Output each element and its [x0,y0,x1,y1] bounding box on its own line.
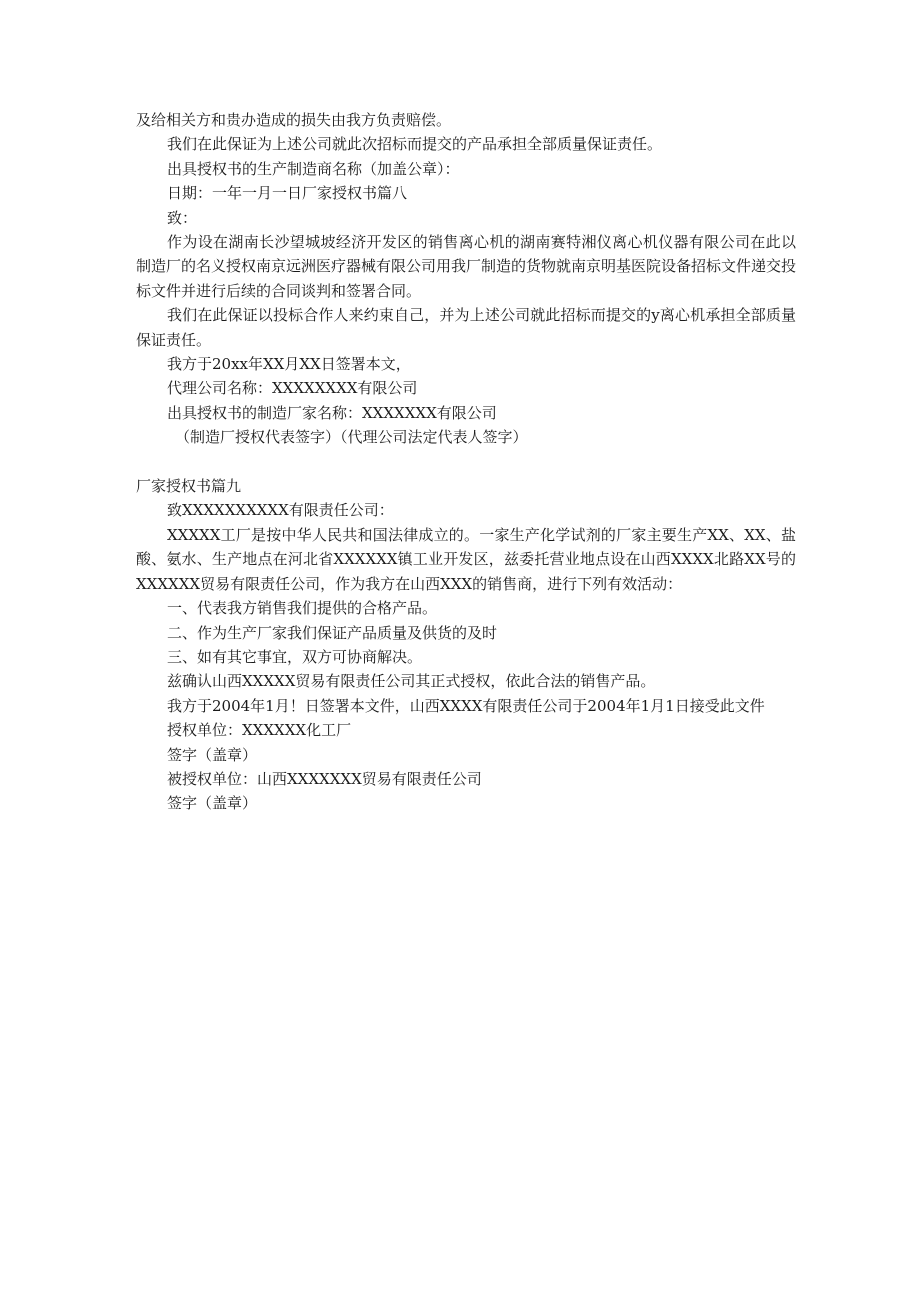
blank-line [136,450,796,474]
signature-line: 签字（盖章） [167,745,258,764]
text-line: 日期：一年一月一日厂家授权书篇八 [167,184,408,203]
text-line: 兹确认山西XXXXX贸易有限责任公司其正式授权，依此合法的销售产品。 [167,672,656,691]
text-line: 我们在此保证为上述公司就此次招标而提交的产品承担全部质量保证责任。 [167,135,663,154]
text-line: 出具授权书的制造厂家名称：XXXXXXX有限公司 [167,403,497,422]
signature-line: 签字（盖章） [167,794,258,813]
grantor-line: 授权单位：XXXXXX化工厂 [167,721,352,740]
paragraph: XXXXX工厂是按中华人民共和国法律成立的。一家生产化学试剂的厂家主要生产XX、XX、盐酸、氨水、生产地点在河北省XXXXXX镇工业开发区，兹委托营业地点设在山西XXXX北路XX号的XXXXXX贸易有限责任公司，作为我方在山西XXX的销售商，进行下列有效活动： [136,525,796,593]
list-item: 三、如有其它事宜，双方可协商解决。 [167,647,423,666]
grantee-line: 被授权单位：山西XXXXXXX贸易有限责任公司 [167,769,482,788]
text-line: 及给相关方和贵办造成的损失由我方负责赔偿。 [136,111,452,129]
paragraph: 作为设在湖南长沙望城坡经济开发区的销售离心机的湖南赛特湘仪离心机仪器有限公司在此以制造厂的名义授权南京远洲医疗器械有限公司用我厂制造的货物就南京明基医院设备招标文件递交投标文件并进行后续的合同谈判和签署合同。 [136,233,797,300]
list-item: 二、作为生产厂家我们保证产品质量及供货的及时 [167,623,498,642]
text-line: 代理公司名称：XXXXXXXX有限公司 [167,379,418,398]
paragraph: 我们在此保证以投标合作人来约束自己，并为上述公司就此招标而提交的y离心机承担全部质量保证责任。 [136,306,796,349]
text-line: 我方于2004年1月！日签署本文件，山西XXXX有限责任公司于2004年1月1日接受此文件 [167,696,765,715]
list-item: 一、代表我方销售我们提供的合格产品。 [167,599,438,618]
document-page [136,108,796,816]
section-title: 厂家授权书篇九 [136,477,242,496]
signature-line: （制造厂授权代表签字）（代理公司法定代表人签字） [175,428,528,447]
text-line: 出具授权书的生产制造商名称（加盖公章）： [167,159,460,178]
text-line: 我方于20xx年XX月XX日签署本文， [167,355,411,374]
text-line: 致： [167,208,198,227]
addressee-line: 致XXXXXXXXXX有限责任公司： [167,501,394,520]
